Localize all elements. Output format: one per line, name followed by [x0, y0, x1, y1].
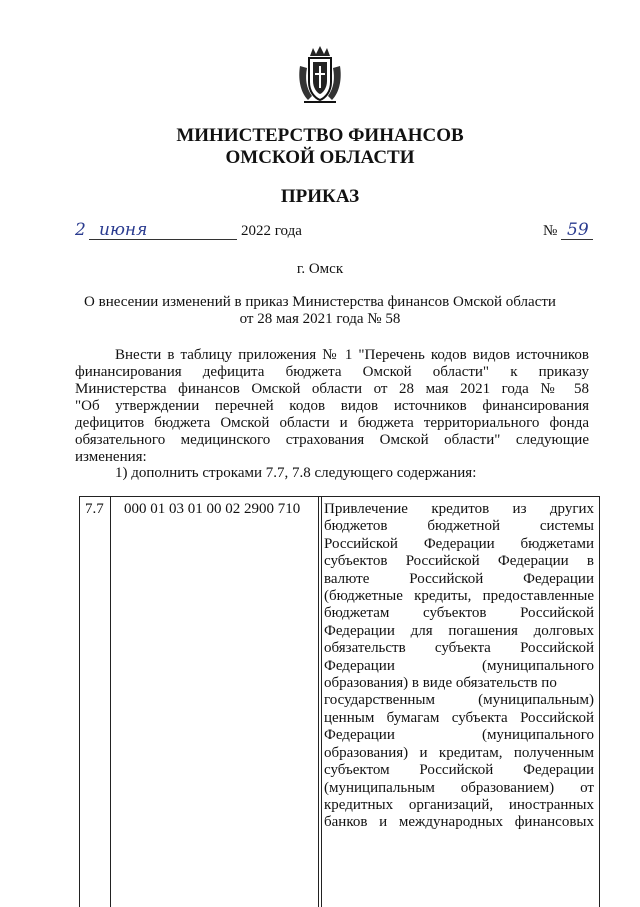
description-line: кредитных организаций, иностранных — [324, 796, 594, 813]
body-line: "Об утверждении перечней кодов видов источников финансирования — [75, 398, 589, 414]
city: г. Омск — [296, 261, 344, 277]
number-underline — [561, 239, 593, 240]
list-item-1: 1) дополнить строками 7.7, 7.8 следующего содержания: — [115, 465, 477, 481]
body-line: обязательного медицинского страхования Омской области" следующие — [75, 432, 589, 448]
description-line: бюджетам субъектов Российской — [324, 605, 594, 622]
description-line: ценным бумагам субъекта Российской — [324, 709, 594, 726]
table-cell-description — [324, 501, 594, 832]
column-divider — [110, 497, 111, 907]
description-line: субъектом Российской Федерации — [324, 762, 594, 779]
table-cell-code: 000 01 03 01 00 02 2900 710 — [124, 501, 301, 517]
description-line: образования) в виде обязательств по — [324, 675, 557, 692]
body-line: дефицитов бюджета Омской области и бюджета территориального фонда — [75, 415, 589, 431]
document-subject — [60, 294, 580, 328]
description-line: обязательств субъекта Российской — [324, 640, 594, 657]
description-line: субъектов Российской Федерации в — [324, 553, 594, 570]
description-line: банков и международных финансовых — [324, 814, 594, 831]
ministry-name-line1: МИНИСТЕРСТВО ФИНАНСОВ — [176, 125, 464, 146]
description-line: (бюджетные кредиты, предоставленные — [324, 588, 594, 605]
description-line: Федерации (муниципального — [324, 657, 594, 674]
column-divider — [321, 497, 322, 907]
date-day: 2 — [75, 220, 86, 240]
table-cell-row-number: 7.7 — [85, 501, 104, 517]
ministry-name-line2: ОМСКОЙ ОБЛАСТИ — [225, 147, 415, 168]
subject-line2: от 28 мая 2021 года № 58 — [239, 311, 401, 327]
description-line: образования) и кредитам, полученным — [324, 744, 594, 761]
coat-of-arms-icon — [296, 44, 344, 106]
description-line: Российской Федерации бюджетами — [324, 535, 594, 552]
description-line: бюджетов бюджетной системы — [324, 518, 594, 535]
date-number-line — [75, 220, 589, 244]
date-underline — [89, 239, 237, 240]
body-paragraph — [75, 347, 589, 466]
codes-table — [79, 496, 600, 907]
description-line: валюте Российской Федерации — [324, 570, 594, 587]
document-number: 59 — [567, 220, 589, 240]
body-line: Внести в таблицу приложения № 1 "Перечень кодов видов источников — [115, 347, 589, 363]
document-type-title: ПРИКАЗ — [280, 186, 360, 207]
subject-line1: О внесении изменений в приказ Министерства финансов Омской области — [84, 294, 556, 310]
description-line: Привлечение кредитов из других — [324, 501, 594, 517]
description-line: (муниципальным образованием) от — [324, 779, 594, 796]
body-line: Министерства финансов Омской области от 28 мая 2021 года № 58 — [75, 381, 589, 397]
body-line: финансирования дефицита бюджета Омской области" к приказу — [75, 364, 589, 380]
description-line: государственным (муниципальным) — [324, 692, 594, 709]
description-line: Федерации (муниципального — [324, 727, 594, 744]
description-line: Федерации для погашения долговых — [324, 622, 594, 639]
number-label: № — [543, 223, 558, 239]
date-month: июня — [99, 220, 148, 240]
column-divider — [318, 497, 319, 907]
date-year: 2022 года — [241, 223, 302, 239]
body-line: изменения: — [75, 449, 147, 465]
